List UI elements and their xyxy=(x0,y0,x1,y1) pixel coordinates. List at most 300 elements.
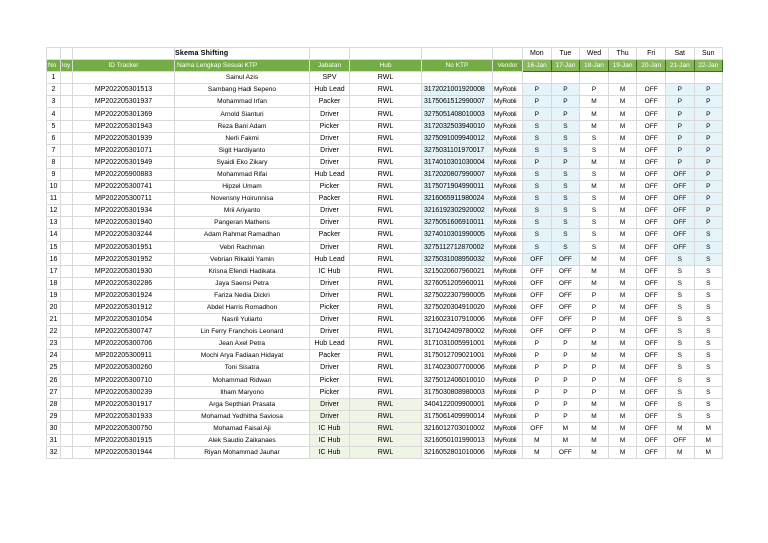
row-number[interactable]: 8 xyxy=(47,156,61,168)
jabatan-cell[interactable]: Driver xyxy=(310,132,350,144)
ktp-cell[interactable]: 3175012709021001 xyxy=(422,350,493,362)
shift-cell[interactable]: OFF xyxy=(637,144,666,156)
shift-cell[interactable]: S xyxy=(523,193,552,205)
hub-cell[interactable]: RWL xyxy=(350,277,422,289)
shift-cell[interactable]: OFF xyxy=(637,314,666,326)
cell[interactable] xyxy=(61,374,73,386)
shift-cell[interactable]: P xyxy=(551,398,580,410)
shift-cell[interactable]: OFF xyxy=(523,326,552,338)
ktp-cell[interactable]: 3275051408010003 xyxy=(422,108,493,120)
id-tracker-cell[interactable]: MP202205301369 xyxy=(73,108,175,120)
hub-cell[interactable]: RWL xyxy=(350,447,422,459)
shift-cell[interactable]: P xyxy=(694,120,722,132)
shift-cell[interactable]: M xyxy=(665,422,694,434)
shift-cell[interactable]: M xyxy=(608,435,637,447)
cell[interactable] xyxy=(61,422,73,434)
shift-cell[interactable]: OFF xyxy=(665,205,694,217)
hub-cell[interactable]: RWL xyxy=(350,314,422,326)
row-number[interactable]: 12 xyxy=(47,205,61,217)
hub-cell[interactable]: RWL xyxy=(350,193,422,205)
shift-cell[interactable]: OFF xyxy=(637,120,666,132)
row-number[interactable]: 9 xyxy=(47,168,61,180)
schedule-title[interactable]: Skema Shifting xyxy=(175,48,310,60)
shift-cell[interactable]: P xyxy=(694,108,722,120)
row-number[interactable]: 1 xyxy=(47,72,61,84)
row-number[interactable]: 18 xyxy=(47,277,61,289)
hub-cell[interactable]: RWL xyxy=(350,120,422,132)
jabatan-cell[interactable]: Driver xyxy=(310,144,350,156)
shift-cell[interactable]: M xyxy=(580,120,609,132)
shift-cell[interactable]: S xyxy=(523,144,552,156)
shift-cell[interactable]: OFF xyxy=(523,301,552,313)
jabatan-cell[interactable]: Hub Lead xyxy=(310,84,350,96)
hub-cell[interactable]: RWL xyxy=(350,132,422,144)
shift-cell[interactable]: M xyxy=(608,120,637,132)
id-tracker-cell[interactable]: MP202205300706 xyxy=(73,338,175,350)
shift-cell[interactable]: P xyxy=(694,181,722,193)
shift-cell[interactable]: OFF xyxy=(637,265,666,277)
ktp-cell[interactable]: 3216192302920002 xyxy=(422,205,493,217)
ktp-cell[interactable] xyxy=(422,72,493,84)
shift-cell[interactable]: S xyxy=(665,398,694,410)
shift-cell[interactable]: S xyxy=(665,265,694,277)
shift-cell[interactable]: OFF xyxy=(637,277,666,289)
shift-cell[interactable]: OFF xyxy=(665,168,694,180)
hub-cell[interactable]: RWL xyxy=(350,374,422,386)
hub-cell[interactable]: RWL xyxy=(350,229,422,241)
jabatan-cell[interactable]: Hub Lead xyxy=(310,338,350,350)
shift-cell[interactable]: S xyxy=(694,410,722,422)
cell[interactable] xyxy=(493,48,523,60)
shift-cell[interactable]: M xyxy=(580,156,609,168)
cell[interactable] xyxy=(61,362,73,374)
name-cell[interactable]: Nasril Yuliarto xyxy=(175,314,310,326)
shift-cell[interactable]: OFF xyxy=(637,326,666,338)
day-name-mon[interactable]: Mon xyxy=(523,48,552,60)
header-no[interactable]: No xyxy=(47,60,61,72)
shift-cell[interactable]: OFF xyxy=(637,422,666,434)
shift-cell[interactable]: OFF xyxy=(637,435,666,447)
row-number[interactable]: 19 xyxy=(47,289,61,301)
cell[interactable] xyxy=(61,277,73,289)
shift-cell[interactable]: P xyxy=(694,132,722,144)
cell[interactable] xyxy=(310,48,350,60)
id-tracker-cell[interactable]: MP202205301912 xyxy=(73,301,175,313)
shift-cell[interactable]: M xyxy=(580,96,609,108)
vendor-cell[interactable]: MyRobli xyxy=(493,447,523,459)
shift-cell[interactable]: S xyxy=(665,386,694,398)
jabatan-cell[interactable]: Driver xyxy=(310,217,350,229)
jabatan-cell[interactable]: IC Hub xyxy=(310,435,350,447)
vendor-cell[interactable]: MyRobli xyxy=(493,362,523,374)
cell[interactable] xyxy=(61,48,73,60)
row-number[interactable]: 28 xyxy=(47,398,61,410)
shift-cell[interactable]: OFF xyxy=(637,386,666,398)
row-number[interactable]: 25 xyxy=(47,362,61,374)
jabatan-cell[interactable]: IC Hub xyxy=(310,422,350,434)
jabatan-cell[interactable]: Driver xyxy=(310,108,350,120)
hub-cell[interactable]: RWL xyxy=(350,253,422,265)
shift-cell[interactable] xyxy=(665,72,694,84)
name-cell[interactable]: Adam Rahmat Ramadhan xyxy=(175,229,310,241)
hub-cell[interactable]: RWL xyxy=(350,422,422,434)
shift-cell[interactable]: OFF xyxy=(637,217,666,229)
shift-cell[interactable]: OFF xyxy=(523,253,552,265)
name-cell[interactable]: Sainul Azis xyxy=(175,72,310,84)
shift-cell[interactable]: S xyxy=(665,374,694,386)
ktp-cell[interactable]: 3276051205960011 xyxy=(422,277,493,289)
hub-cell[interactable]: RWL xyxy=(350,84,422,96)
cell[interactable] xyxy=(61,338,73,350)
id-tracker-cell[interactable]: MP202205300911 xyxy=(73,350,175,362)
name-cell[interactable]: Sigit Hardiyanto xyxy=(175,144,310,156)
ktp-cell[interactable]: 3215020607960021 xyxy=(422,265,493,277)
shift-cell[interactable]: P xyxy=(523,84,552,96)
vendor-cell[interactable]: MyRobli xyxy=(493,277,523,289)
shift-cell[interactable]: S xyxy=(523,229,552,241)
id-tracker-cell[interactable]: MP202205302286 xyxy=(73,277,175,289)
shift-cell[interactable]: M xyxy=(608,84,637,96)
shift-cell[interactable]: M xyxy=(608,398,637,410)
cell[interactable] xyxy=(61,181,73,193)
shift-cell[interactable]: S xyxy=(694,241,722,253)
shift-cell[interactable]: P xyxy=(580,84,609,96)
day-name-fri[interactable]: Fri xyxy=(637,48,666,60)
shift-cell[interactable]: S xyxy=(665,277,694,289)
id-tracker-cell[interactable]: MP202205300741 xyxy=(73,181,175,193)
shift-cell[interactable]: P xyxy=(694,217,722,229)
shift-cell[interactable]: M xyxy=(580,277,609,289)
id-tracker-cell[interactable]: MP202205301939 xyxy=(73,132,175,144)
ktp-cell[interactable]: 3275091009940012 xyxy=(422,132,493,144)
shift-cell[interactable]: OFF xyxy=(523,265,552,277)
shift-cell[interactable]: M xyxy=(608,156,637,168)
day-name-tue[interactable]: Tue xyxy=(551,48,580,60)
id-tracker-cell[interactable]: MP202205300747 xyxy=(73,326,175,338)
shift-cell[interactable]: P xyxy=(523,374,552,386)
header-date[interactable]: 18-Jan xyxy=(580,60,609,72)
jabatan-cell[interactable]: Driver xyxy=(310,410,350,422)
ktp-cell[interactable]: 3275031008950032 xyxy=(422,253,493,265)
shift-cell[interactable]: S xyxy=(551,181,580,193)
vendor-cell[interactable]: MyRobli xyxy=(493,338,523,350)
header-date[interactable]: 22-Jan xyxy=(694,60,722,72)
hub-cell[interactable]: RWL xyxy=(350,96,422,108)
shift-cell[interactable]: S xyxy=(580,229,609,241)
shift-cell[interactable]: S xyxy=(665,338,694,350)
shift-cell[interactable]: M xyxy=(608,326,637,338)
id-tracker-cell[interactable]: MP202205301949 xyxy=(73,156,175,168)
row-number[interactable]: 29 xyxy=(47,410,61,422)
shift-cell[interactable]: OFF xyxy=(637,193,666,205)
shift-cell[interactable]: OFF xyxy=(637,205,666,217)
vendor-cell[interactable]: MyRobli xyxy=(493,265,523,277)
shift-cell[interactable]: S xyxy=(580,205,609,217)
jabatan-cell[interactable]: Packer xyxy=(310,350,350,362)
shift-cell[interactable]: OFF xyxy=(551,301,580,313)
shift-cell[interactable]: P xyxy=(523,338,552,350)
shift-cell[interactable]: P xyxy=(551,108,580,120)
vendor-cell[interactable]: MyRobli xyxy=(493,144,523,156)
shift-cell[interactable]: M xyxy=(580,253,609,265)
shift-cell[interactable]: S xyxy=(580,217,609,229)
shift-cell[interactable]: P xyxy=(580,326,609,338)
shift-cell[interactable]: M xyxy=(608,108,637,120)
shift-cell[interactable]: P xyxy=(551,338,580,350)
shift-cell[interactable]: P xyxy=(694,96,722,108)
shift-cell[interactable]: S xyxy=(523,120,552,132)
shift-cell[interactable] xyxy=(551,72,580,84)
shift-cell[interactable]: S xyxy=(580,132,609,144)
header-jabatan[interactable]: Jabatan xyxy=(310,60,350,72)
id-tracker-cell[interactable]: MP202205301933 xyxy=(73,410,175,422)
ktp-cell[interactable]: 3172032503940010 xyxy=(422,120,493,132)
shift-cell[interactable]: P xyxy=(665,132,694,144)
shift-cell[interactable]: S xyxy=(551,229,580,241)
name-cell[interactable]: Abdel Harris Romadhon xyxy=(175,301,310,313)
vendor-cell[interactable]: MyRobli xyxy=(493,350,523,362)
shift-cell[interactable]: S xyxy=(694,398,722,410)
header-date[interactable]: 21-Jan xyxy=(665,60,694,72)
cell[interactable] xyxy=(61,435,73,447)
jabatan-cell[interactable]: Picker xyxy=(310,374,350,386)
name-cell[interactable]: Hipzel Umam xyxy=(175,181,310,193)
hub-cell[interactable]: RWL xyxy=(350,181,422,193)
shift-cell[interactable]: P xyxy=(665,96,694,108)
shift-cell[interactable]: S xyxy=(694,301,722,313)
vendor-cell[interactable]: MyRobli xyxy=(493,422,523,434)
header-vendor[interactable]: Vendor xyxy=(493,60,523,72)
name-cell[interactable]: Mohammad Ridwan xyxy=(175,374,310,386)
row-number[interactable]: 21 xyxy=(47,314,61,326)
jabatan-cell[interactable]: Driver xyxy=(310,326,350,338)
shift-cell[interactable]: M xyxy=(608,265,637,277)
row-number[interactable]: 2 xyxy=(47,84,61,96)
shift-cell[interactable]: M xyxy=(608,422,637,434)
shift-cell[interactable]: OFF xyxy=(637,156,666,168)
id-tracker-cell[interactable]: MP202205300239 xyxy=(73,386,175,398)
name-cell[interactable]: Alek Saudio Zaikanaes xyxy=(175,435,310,447)
shift-cell[interactable]: P xyxy=(665,120,694,132)
name-cell[interactable]: Mohamad Faisal Aji xyxy=(175,422,310,434)
shift-cell[interactable]: OFF xyxy=(637,301,666,313)
shift-cell[interactable]: S xyxy=(665,253,694,265)
shift-cell[interactable]: P xyxy=(580,362,609,374)
ktp-cell[interactable]: 3275020304910020 xyxy=(422,301,493,313)
shift-cell[interactable]: P xyxy=(523,350,552,362)
jabatan-cell[interactable]: Hub Lead xyxy=(310,253,350,265)
shift-cell[interactable]: OFF xyxy=(637,338,666,350)
shift-cell[interactable]: P xyxy=(580,374,609,386)
vendor-cell[interactable]: MyRobli xyxy=(493,205,523,217)
shift-cell[interactable]: P xyxy=(694,144,722,156)
ktp-cell[interactable]: 3175061512990007 xyxy=(422,96,493,108)
shift-cell[interactable]: S xyxy=(694,277,722,289)
row-number[interactable]: 15 xyxy=(47,241,61,253)
shift-cell[interactable]: OFF xyxy=(523,422,552,434)
hub-cell[interactable]: RWL xyxy=(350,205,422,217)
shift-cell[interactable]: S xyxy=(694,265,722,277)
shift-cell[interactable] xyxy=(580,72,609,84)
shift-cell[interactable]: S xyxy=(523,241,552,253)
row-number[interactable]: 20 xyxy=(47,301,61,313)
ktp-cell[interactable]: 3174010301030004 xyxy=(422,156,493,168)
cell[interactable] xyxy=(61,84,73,96)
shift-cell[interactable]: OFF xyxy=(523,277,552,289)
cell[interactable] xyxy=(61,314,73,326)
ktp-cell[interactable]: 3175071904990011 xyxy=(422,181,493,193)
row-number[interactable]: 30 xyxy=(47,422,61,434)
id-tracker-cell[interactable]: MP202205301944 xyxy=(73,447,175,459)
cell[interactable] xyxy=(47,48,61,60)
shift-cell[interactable]: M xyxy=(580,447,609,459)
cell[interactable] xyxy=(73,48,175,60)
hub-cell[interactable]: RWL xyxy=(350,398,422,410)
ktp-cell[interactable]: 3175061409990014 xyxy=(422,410,493,422)
shift-cell[interactable]: OFF xyxy=(637,374,666,386)
shift-cell[interactable]: S xyxy=(694,314,722,326)
name-cell[interactable]: Fariza Nedia Dickri xyxy=(175,289,310,301)
shift-cell[interactable]: M xyxy=(608,241,637,253)
hub-cell[interactable]: RWL xyxy=(350,156,422,168)
shift-cell[interactable]: P xyxy=(694,193,722,205)
vendor-cell[interactable]: MyRobli xyxy=(493,289,523,301)
shift-cell[interactable]: OFF xyxy=(637,447,666,459)
vendor-cell[interactable]: MyRobli xyxy=(493,181,523,193)
vendor-cell[interactable]: MyRobli xyxy=(493,229,523,241)
ktp-cell[interactable]: 3274010301990005 xyxy=(422,229,493,241)
shift-cell[interactable]: S xyxy=(551,120,580,132)
name-cell[interactable]: Mochi Arya Fadiaan Hidayat xyxy=(175,350,310,362)
row-number[interactable]: 11 xyxy=(47,193,61,205)
shift-cell[interactable]: S xyxy=(523,217,552,229)
shift-cell[interactable]: M xyxy=(608,144,637,156)
jabatan-cell[interactable]: Hub Lead xyxy=(310,168,350,180)
shift-cell[interactable]: M xyxy=(694,435,722,447)
shift-cell[interactable]: P xyxy=(523,156,552,168)
jabatan-cell[interactable]: SPV xyxy=(310,72,350,84)
ktp-cell[interactable]: 3216023107910006 xyxy=(422,314,493,326)
hub-cell[interactable]: RWL xyxy=(350,350,422,362)
shift-cell[interactable]: M xyxy=(608,96,637,108)
id-tracker-cell[interactable]: MP202205301071 xyxy=(73,144,175,156)
row-number[interactable]: 31 xyxy=(47,435,61,447)
row-number[interactable]: 22 xyxy=(47,326,61,338)
shift-cell[interactable]: S xyxy=(694,374,722,386)
row-number[interactable]: 26 xyxy=(47,374,61,386)
name-cell[interactable]: Riyan Mohammad Jauhar xyxy=(175,447,310,459)
header-date[interactable]: 20-Jan xyxy=(637,60,666,72)
name-cell[interactable]: Toni Sisatra xyxy=(175,362,310,374)
shift-cell[interactable]: M xyxy=(608,229,637,241)
shift-cell[interactable]: P xyxy=(694,168,722,180)
jabatan-cell[interactable]: IC Hub xyxy=(310,447,350,459)
shift-cell[interactable]: OFF xyxy=(665,217,694,229)
ktp-cell[interactable]: 3275031101970017 xyxy=(422,144,493,156)
id-tracker-cell[interactable]: MP202205300260 xyxy=(73,362,175,374)
ktp-cell[interactable]: 3275112712870002 xyxy=(422,241,493,253)
ktp-cell[interactable]: 3171042409780002 xyxy=(422,326,493,338)
shift-cell[interactable]: M xyxy=(551,422,580,434)
name-cell[interactable]: Vebri Rachman xyxy=(175,241,310,253)
cell[interactable] xyxy=(61,193,73,205)
name-cell[interactable]: Ilham Maryono xyxy=(175,386,310,398)
row-number[interactable]: 5 xyxy=(47,120,61,132)
hub-cell[interactable]: RWL xyxy=(350,168,422,180)
day-name-sat[interactable]: Sat xyxy=(665,48,694,60)
shift-cell[interactable]: P xyxy=(551,410,580,422)
id-tracker-cell[interactable]: MP202205301943 xyxy=(73,120,175,132)
cell[interactable] xyxy=(61,108,73,120)
header-id-tracker[interactable]: ID Tracker xyxy=(73,60,175,72)
shift-cell[interactable]: M xyxy=(608,410,637,422)
row-number[interactable]: 16 xyxy=(47,253,61,265)
name-cell[interactable]: Jean Axel Petra xyxy=(175,338,310,350)
shift-cell[interactable]: S xyxy=(580,193,609,205)
vendor-cell[interactable]: MyRobli xyxy=(493,398,523,410)
shift-cell[interactable]: OFF xyxy=(551,447,580,459)
jabatan-cell[interactable]: Packer xyxy=(310,193,350,205)
hub-cell[interactable]: RWL xyxy=(350,362,422,374)
hub-cell[interactable]: RWL xyxy=(350,435,422,447)
jabatan-cell[interactable]: Picker xyxy=(310,120,350,132)
hub-cell[interactable]: RWL xyxy=(350,144,422,156)
ktp-cell[interactable]: 3275012406010010 xyxy=(422,374,493,386)
row-number[interactable]: 10 xyxy=(47,181,61,193)
shift-cell[interactable]: M xyxy=(551,435,580,447)
name-cell[interactable]: Mrii Ariyanto xyxy=(175,205,310,217)
shift-cell[interactable]: S xyxy=(580,168,609,180)
shift-cell[interactable]: S xyxy=(665,410,694,422)
shift-cell[interactable]: P xyxy=(665,144,694,156)
ktp-cell[interactable]: 3216050101990013 xyxy=(422,435,493,447)
id-tracker-cell[interactable] xyxy=(73,72,175,84)
cell[interactable] xyxy=(61,156,73,168)
shift-cell[interactable]: OFF xyxy=(637,350,666,362)
ktp-cell[interactable]: 3174023007700006 xyxy=(422,362,493,374)
shift-cell[interactable] xyxy=(694,72,722,84)
shift-cell[interactable]: P xyxy=(551,374,580,386)
ktp-cell[interactable]: 3275051606910011 xyxy=(422,217,493,229)
vendor-cell[interactable]: MyRobli xyxy=(493,108,523,120)
shift-cell[interactable]: M xyxy=(694,422,722,434)
shift-cell[interactable]: P xyxy=(523,398,552,410)
ktp-cell[interactable]: 3172021001920008 xyxy=(422,84,493,96)
hub-cell[interactable]: RWL xyxy=(350,289,422,301)
shift-cell[interactable]: S xyxy=(665,314,694,326)
shift-cell[interactable]: S xyxy=(523,181,552,193)
shift-cell[interactable]: M xyxy=(580,265,609,277)
shift-cell[interactable]: S xyxy=(551,144,580,156)
ktp-cell[interactable]: 3216065911980024 xyxy=(422,193,493,205)
jabatan-cell[interactable]: Driver xyxy=(310,277,350,289)
shift-cell[interactable]: S xyxy=(580,144,609,156)
shift-cell[interactable]: M xyxy=(608,301,637,313)
name-cell[interactable]: Mohamad Yedhitha Saviosa xyxy=(175,410,310,422)
id-tracker-cell[interactable]: MP202205301513 xyxy=(73,84,175,96)
shift-cell[interactable]: P xyxy=(580,386,609,398)
name-cell[interactable]: Jaya Saensi Petra xyxy=(175,277,310,289)
name-cell[interactable]: Sambang Hadi Sepeno xyxy=(175,84,310,96)
vendor-cell[interactable] xyxy=(493,72,523,84)
shift-cell[interactable]: M xyxy=(608,338,637,350)
name-cell[interactable]: Krisna Efendi Hadikata xyxy=(175,265,310,277)
shift-cell[interactable]: P xyxy=(523,362,552,374)
shift-cell[interactable]: M xyxy=(608,217,637,229)
row-number[interactable]: 13 xyxy=(47,217,61,229)
name-cell[interactable]: Novensny Hoirunnisa xyxy=(175,193,310,205)
shift-cell[interactable]: S xyxy=(694,253,722,265)
